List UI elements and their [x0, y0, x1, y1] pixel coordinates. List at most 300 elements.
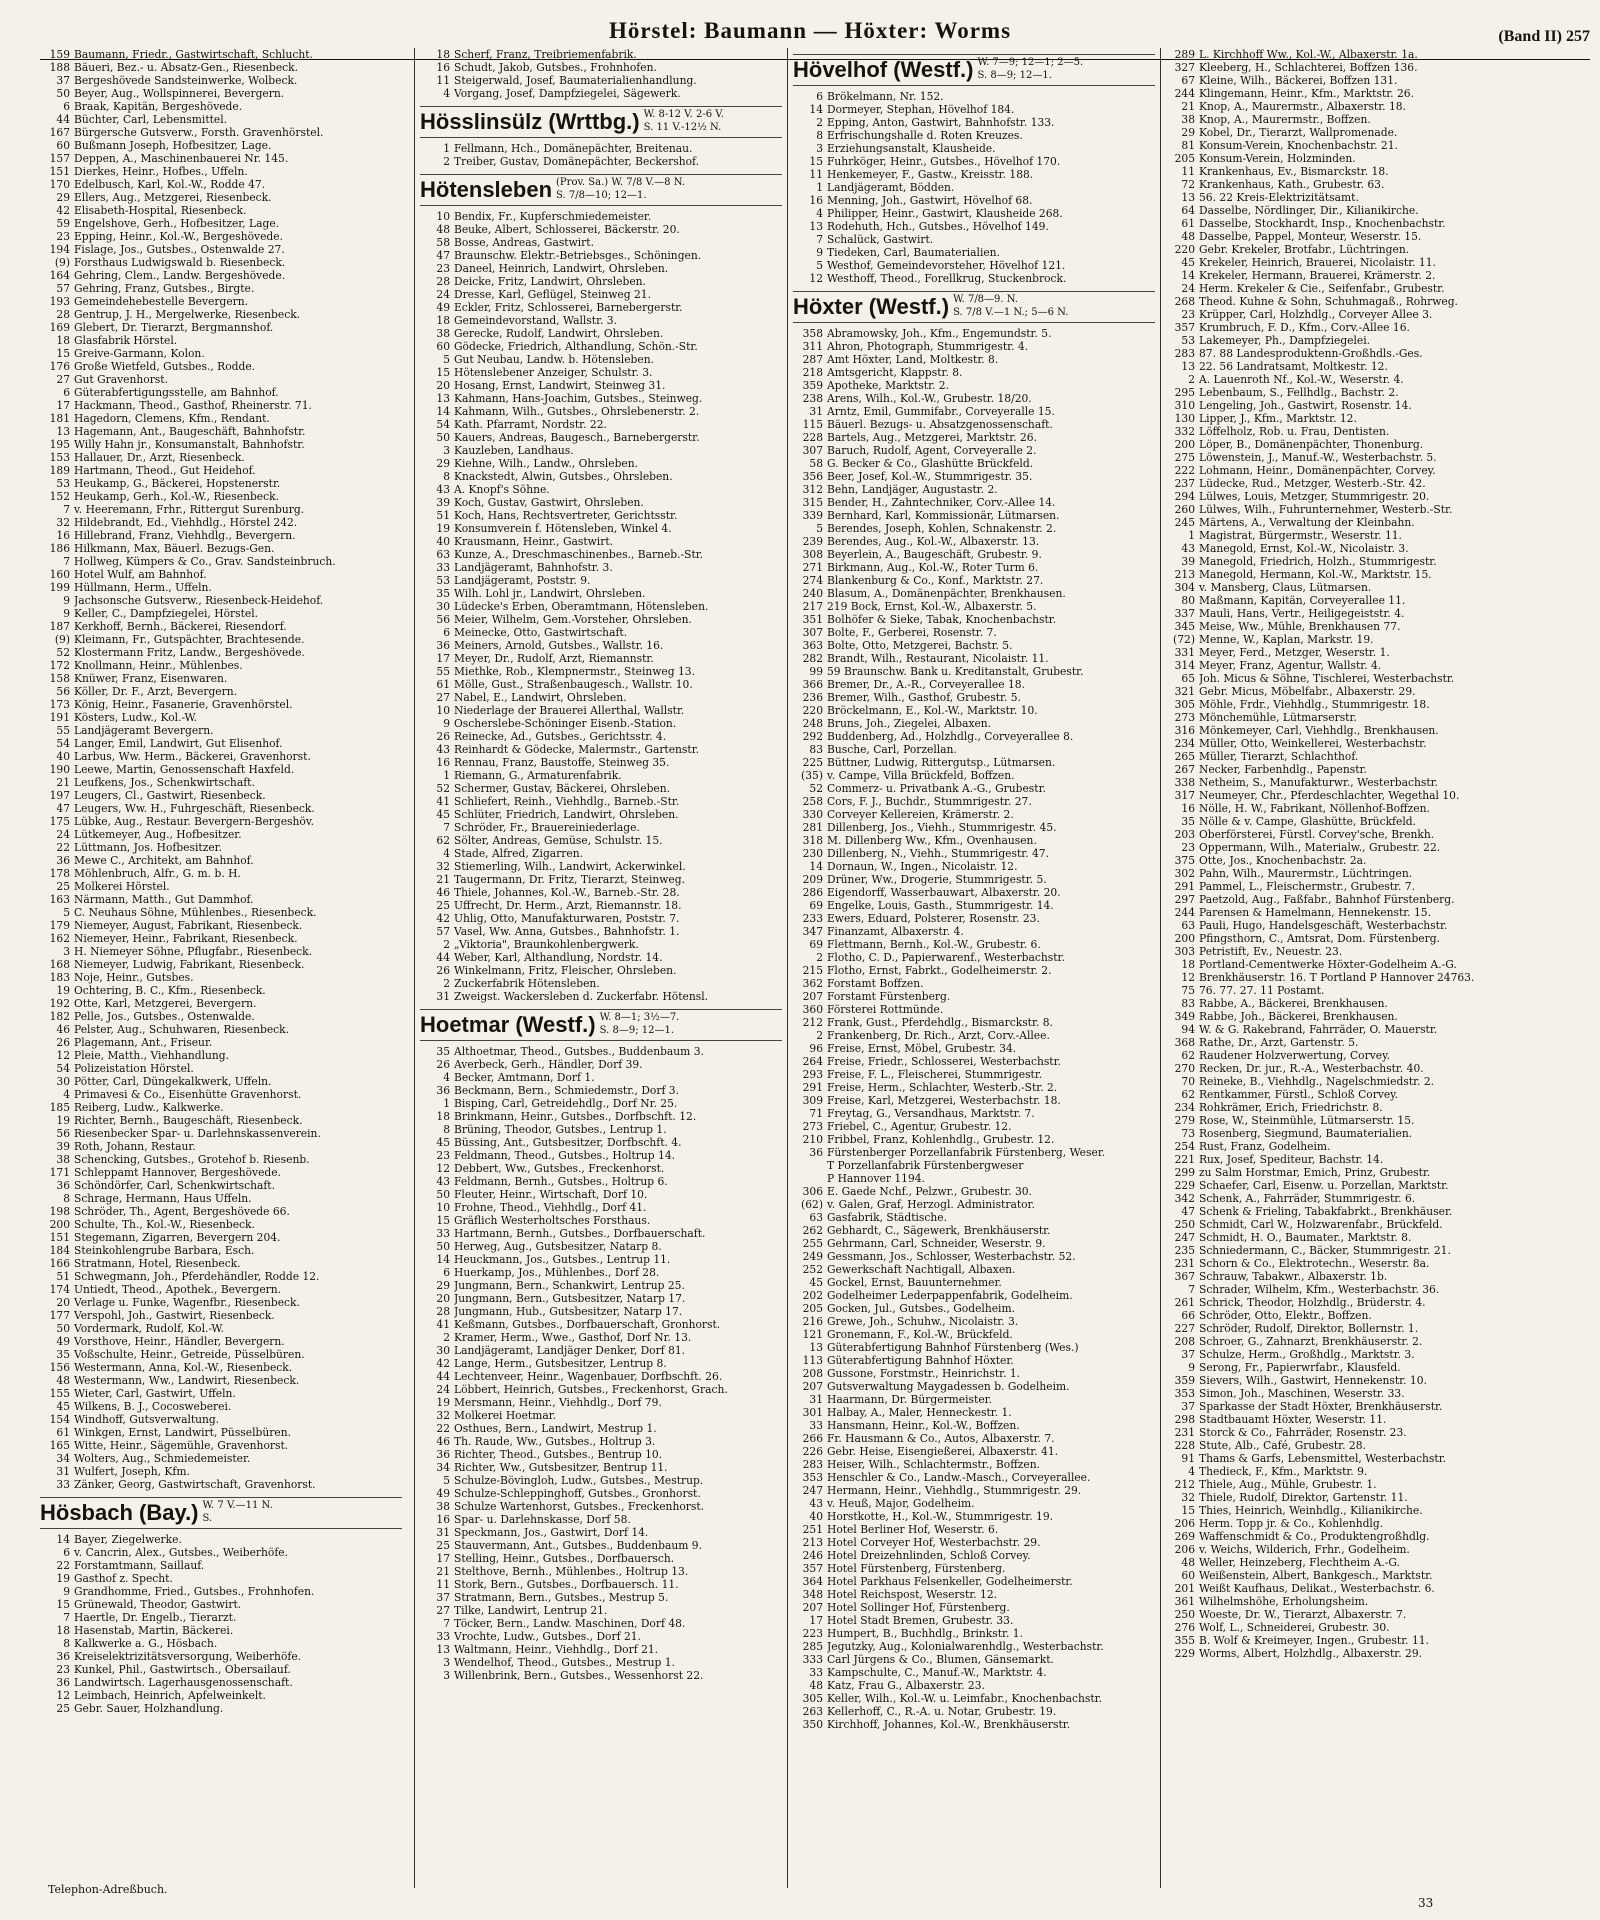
directory-entry	[1165, 607, 1595, 620]
subscriber-text: A. Lauenroth Nf., Kol.-W., Weserstr. 4.	[1199, 373, 1404, 386]
phone-number: 45	[809, 1276, 823, 1289]
directory-entry	[420, 756, 782, 769]
directory-entry	[793, 1653, 1155, 1666]
phone-number: 321	[1174, 685, 1195, 698]
subscriber-text: Hotel Parkhaus Felsenkeller, Godelheimerstr.	[827, 1575, 1073, 1588]
subscriber-text: Hallauer, Dr., Arzt, Riesenbeck.	[74, 451, 245, 464]
directory-entry	[1165, 1023, 1595, 1036]
directory-entry	[793, 155, 1155, 168]
subscriber-text: Niemeyer, Ludwig, Fabrikant, Riesenbeck.	[74, 958, 305, 971]
phone-number: 30	[56, 1075, 70, 1088]
directory-entry	[1165, 373, 1595, 386]
subscriber-text: Knollmann, Heinr., Mühlenbes.	[74, 659, 243, 672]
subscriber-text: Schorn & Co., Elektrotechn., Weserstr. 8a.	[1199, 1257, 1430, 1270]
subscriber-text: Baumann, Friedr., Gastwirtschaft, Schlucht.	[74, 48, 313, 61]
directory-entry	[40, 607, 402, 620]
phone-number: 23	[56, 230, 70, 243]
subscriber-text: Epping, Heinr., Kol.-W., Bergeshövede.	[74, 230, 283, 243]
subscriber-text: Schulze-Bövingloh, Ludw., Gutsbes., Mestrup.	[454, 1474, 704, 1487]
directory-entry	[793, 181, 1155, 194]
phone-number: 33	[809, 1666, 823, 1679]
phone-number: 62	[436, 834, 450, 847]
directory-entry	[1165, 1101, 1595, 1114]
directory-entry	[420, 392, 782, 405]
subscriber-text: Manegold, Friedrich, Holzh., Stummrigestr.	[1199, 555, 1437, 568]
directory-entry	[420, 1357, 782, 1370]
phone-number: 240	[802, 587, 823, 600]
directory-entry	[1165, 763, 1595, 776]
directory-entry	[40, 1598, 402, 1611]
subscriber-text: Hotel Berliner Hof, Weserstr. 6.	[827, 1523, 999, 1536]
phone-number: 64	[1181, 204, 1195, 217]
subscriber-text: Roth, Johann, Restaur.	[74, 1140, 196, 1153]
directory-entry	[1165, 1218, 1595, 1231]
phone-number: 295	[1174, 386, 1195, 399]
phone-number: 2	[443, 977, 450, 990]
directory-entry	[420, 496, 782, 509]
subscriber-text: Menne, W., Kaplan, Markstr. 19.	[1199, 633, 1374, 646]
subscriber-text: Waltmann, Heinr., Viehhdlg., Dorf 21.	[454, 1643, 659, 1656]
phone-number: 47	[436, 249, 450, 262]
subscriber-text: Forstamt Fürstenberg.	[827, 990, 951, 1003]
phone-number: 19	[56, 1114, 70, 1127]
subscriber-text: Wilhelmshöhe, Erholungsheim.	[1199, 1595, 1369, 1608]
phone-number: 6	[443, 626, 450, 639]
phone-number: 54	[56, 737, 70, 750]
subscriber-text: Schulze Wartenhorst, Gutsbes., Freckenhorst.	[454, 1500, 705, 1513]
directory-entry	[420, 808, 782, 821]
phone-number: 36	[56, 854, 70, 867]
subscriber-text: Lülwes, Wilh., Fuhrunternehmer, Westerb.-Str.	[1199, 503, 1453, 516]
subscriber-text: Dasselbe, Stockhardt, Insp., Knochenbachstr.	[1199, 217, 1446, 230]
phone-number: 23	[436, 1149, 450, 1162]
phone-number: 164	[49, 269, 70, 282]
phone-number: 33	[809, 1419, 823, 1432]
phone-number: 38	[1181, 113, 1195, 126]
directory-entry	[793, 431, 1155, 444]
phone-number: 51	[56, 1270, 70, 1283]
subscriber-text: Krekeler, Heinrich, Brauerei, Nicolaistr. 11.	[1199, 256, 1436, 269]
directory-entry	[420, 1084, 782, 1097]
subscriber-text: Windhoff, Gutsverwaltung.	[74, 1413, 220, 1426]
column-divider	[414, 48, 415, 1888]
subscriber-text: Heiser, Wilh., Schlachtermstr., Boffzen.	[827, 1458, 1041, 1471]
phone-number: 156	[49, 1361, 70, 1374]
phone-number: 29	[436, 1279, 450, 1292]
phone-number: 188	[49, 61, 70, 74]
subscriber-text: Klostermann Fritz, Landw., Bergeshövede.	[74, 646, 305, 659]
subscriber-text: Busche, Carl, Porzellan.	[827, 743, 957, 756]
directory-entry	[40, 867, 402, 880]
subscriber-text: Erziehungsanstalt, Klausheide.	[827, 142, 996, 155]
subscriber-text: Schwegmann, Joh., Pferdehändler, Rodde 12.	[74, 1270, 320, 1283]
phone-number: 8	[443, 470, 450, 483]
subscriber-text: Stratmann, Hotel, Riesenbeck.	[74, 1257, 241, 1270]
phone-number: 157	[49, 152, 70, 165]
phone-number: 50	[436, 431, 450, 444]
directory-entry	[793, 1289, 1155, 1302]
phone-number: 49	[436, 301, 450, 314]
subscriber-text: Engelke, Louis, Gasth., Stummrigestr. 14.	[827, 899, 1054, 912]
phone-number: 24	[56, 828, 70, 841]
phone-number: 367	[1174, 1270, 1195, 1283]
directory-entry	[793, 535, 1155, 548]
subscriber-text: Bolhöfer & Sieke, Tabak, Knochenbachstr.	[827, 613, 1057, 626]
subscriber-text: Kiehne, Wilh., Landw., Ohrsleben.	[454, 457, 639, 470]
directory-entry	[40, 308, 402, 321]
phone-number: 42	[436, 912, 450, 925]
directory-entry	[1165, 919, 1595, 932]
directory-entry	[420, 1487, 782, 1500]
phone-number: 237	[1174, 477, 1195, 490]
subscriber-text: Keller, Wilh., Kol.-W. u. Leimfabr., Knochenbachstr.	[827, 1692, 1103, 1705]
directory-entry	[40, 1413, 402, 1426]
subscriber-text: Dornaun, W., Ingen., Nicolaistr. 12.	[827, 860, 1018, 873]
phone-number: 7	[443, 821, 450, 834]
phone-number: 25	[436, 1539, 450, 1552]
subscriber-text: Hosang, Ernst, Landwirt, Steinweg 31.	[454, 379, 666, 392]
subscriber-text: Löper, B., Domänenpächter, Thonenburg.	[1199, 438, 1424, 451]
subscriber-text: Bremer, Dr., A.-R., Corveyerallee 18.	[827, 678, 1025, 691]
phone-number: 34	[56, 1452, 70, 1465]
subscriber-text: Große Wietfeld, Gutsbes., Rodde.	[74, 360, 256, 373]
subscriber-text: Schniedermann, C., Bäcker, Stummrigestr. 21.	[1199, 1244, 1451, 1257]
subscriber-text: Mersmann, Heinr., Viehhdlg., Dorf 79.	[454, 1396, 662, 1409]
subscriber-text: 59 Braunschw. Bank u. Kreditanstalt, Grubestr.	[827, 665, 1084, 678]
phone-number: 48	[56, 1374, 70, 1387]
directory-entry	[420, 925, 782, 938]
phone-number: 30	[436, 600, 450, 613]
subscriber-text: Menning, Joh., Gastwirt, Hövelhof 68.	[827, 194, 1033, 207]
directory-entry	[1165, 113, 1595, 126]
directory-entry	[420, 340, 782, 353]
directory-entry	[420, 639, 782, 652]
phone-number: 36	[436, 1448, 450, 1461]
subscriber-text: Reinecke, Ad., Gutsbes., Gerichtsstr. 4.	[454, 730, 667, 743]
phone-number: 231	[1174, 1426, 1195, 1439]
directory-entry	[793, 194, 1155, 207]
subscriber-text: Jachsonsche Gutsverw., Riesenbeck-Heidehof.	[74, 594, 324, 607]
subscriber-text: Fleuter, Heinr., Wirtschaft, Dorf 10.	[454, 1188, 648, 1201]
directory-entry	[1165, 1569, 1595, 1582]
subscriber-text: Lengeling, Joh., Gastwirt, Rosenstr. 14.	[1199, 399, 1412, 412]
directory-entry	[420, 61, 782, 74]
place-heading	[420, 1009, 782, 1041]
subscriber-text: Feldmann, Bernh., Gutsbes., Holtrup 6.	[454, 1175, 668, 1188]
subscriber-text: Oberförsterei, Fürstl. Corvey'sche, Brenkh.	[1199, 828, 1435, 841]
directory-entry	[420, 509, 782, 522]
subscriber-text: Finanzamt, Albaxerstr. 4.	[827, 925, 964, 938]
directory-entry	[420, 548, 782, 561]
subscriber-text: Bisping, Carl, Getreidehdlg., Dorf Nr. 25.	[454, 1097, 678, 1110]
directory-entry	[40, 1400, 402, 1413]
directory-entry	[40, 1624, 402, 1637]
directory-entry	[420, 977, 782, 990]
subscriber-text: Lüdecke's Erben, Oberamtmann, Hötensleben.	[454, 600, 709, 613]
phone-number: 1	[1188, 529, 1195, 542]
subscriber-text: Horstkotte, H., Kol.-W., Stummrigestr. 19.	[827, 1510, 1054, 1523]
phone-number: 60	[436, 340, 450, 353]
subscriber-text: Gehring, Franz, Gutsbes., Birgte.	[74, 282, 255, 295]
directory-entry	[40, 1572, 402, 1585]
directory-entry	[793, 1705, 1155, 1718]
directory-entry	[40, 1637, 402, 1650]
subscriber-text: Ellers, Aug., Metzgerei, Riesenbeck.	[74, 191, 272, 204]
phone-number: 348	[802, 1588, 823, 1601]
phone-number: 229	[1174, 1647, 1195, 1660]
phone-number: 264	[802, 1055, 823, 1068]
phone-number: 18	[56, 1624, 70, 1637]
directory-entry	[1165, 1556, 1595, 1569]
subscriber-text: Bolte, F., Gerberei, Rosenstr. 7.	[827, 626, 997, 639]
directory-entry	[793, 782, 1155, 795]
directory-entry	[420, 522, 782, 535]
phone-number: 57	[436, 925, 450, 938]
subscriber-text: Löffelholz, Rob. u. Frau, Dentisten.	[1199, 425, 1390, 438]
directory-entry	[1165, 1621, 1595, 1634]
phone-number: 3	[443, 1669, 450, 1682]
directory-entry	[1165, 958, 1595, 971]
phone-number: 2	[816, 951, 823, 964]
subscriber-text: Birkmann, Aug., Kol.-W., Roter Turm 6.	[827, 561, 1039, 574]
subscriber-text: Konsum-Verein, Holzminden.	[1199, 152, 1356, 165]
phone-number: 223	[802, 1627, 823, 1640]
directory-entry	[1165, 633, 1595, 646]
directory-entry	[40, 893, 402, 906]
phone-number: 265	[1174, 750, 1195, 763]
subscriber-text: Hotel Stadt Bremen, Grubestr. 33.	[827, 1614, 1014, 1627]
directory-entry	[793, 938, 1155, 951]
phone-number: 15	[56, 1598, 70, 1611]
phone-number: 18	[436, 314, 450, 327]
phone-number: 17	[56, 399, 70, 412]
phone-number: 271	[802, 561, 823, 574]
directory-entry	[420, 938, 782, 951]
subscriber-text: Dillenberg, N., Viehh., Stummrigestr. 47.	[827, 847, 1049, 860]
directory-entry	[40, 1465, 402, 1478]
subscriber-text: Jungmann, Bern., Schankwirt, Lentrup 25.	[454, 1279, 685, 1292]
subscriber-text: Hansmann, Heinr., Kol.-W., Boffzen.	[827, 1419, 1020, 1432]
phone-number: 15	[1181, 1504, 1195, 1517]
phone-number: 215	[802, 964, 823, 977]
phone-number: 197	[49, 789, 70, 802]
phone-number: 339	[802, 509, 823, 522]
subscriber-text: Brökelmann, Nr. 152.	[827, 90, 944, 103]
directory-entry	[40, 737, 402, 750]
phone-number: 332	[1174, 425, 1195, 438]
phone-number: 58	[809, 457, 823, 470]
subscriber-text: Primavesi & Co., Eisenhütte Gravenhorst.	[74, 1088, 302, 1101]
phone-number: 228	[1174, 1439, 1195, 1452]
phone-number: 51	[436, 509, 450, 522]
subscriber-text: Westermann, Anna, Kol.-W., Riesenbeck.	[74, 1361, 293, 1374]
directory-entry	[420, 142, 782, 155]
directory-entry	[420, 249, 782, 262]
directory-entry	[1165, 828, 1595, 841]
directory-entry	[420, 483, 782, 496]
directory-entry	[40, 763, 402, 776]
phone-number: 56	[56, 685, 70, 698]
phone-number: 41	[436, 795, 450, 808]
subscriber-text: v. Campe, Villa Brückfeld, Boffzen.	[827, 769, 1015, 782]
directory-entry	[793, 1575, 1155, 1588]
directory-entry	[420, 535, 782, 548]
phone-number: 266	[802, 1432, 823, 1445]
subscriber-text: Stiemerling, Wilh., Landwirt, Ackerwinkel.	[454, 860, 686, 873]
phone-number: 250	[1174, 1218, 1195, 1231]
directory-entry	[1165, 295, 1595, 308]
directory-entry	[40, 1257, 402, 1270]
phone-number: 28	[56, 308, 70, 321]
phone-number: 163	[49, 893, 70, 906]
directory-entry	[793, 821, 1155, 834]
phone-number: 16	[436, 61, 450, 74]
subscriber-text: Bendix, Fr., Kupferschmiedemeister.	[454, 210, 652, 223]
phone-number: 18	[1181, 958, 1195, 971]
phone-number: 183	[49, 971, 70, 984]
phone-number: 151	[49, 165, 70, 178]
phone-number: 12	[56, 1689, 70, 1702]
directory-entry	[420, 1266, 782, 1279]
subscriber-text: Fr. Hausmann & Co., Autos, Albaxerstr. 7.	[827, 1432, 1055, 1445]
subscriber-text: zu Salm Horstmar, Emich, Prinz, Grubestr.	[1199, 1166, 1431, 1179]
subscriber-text: Gentrup, J. H., Mergelwerke, Riesenbeck.	[74, 308, 301, 321]
phone-number: 6	[63, 386, 70, 399]
directory-entry	[1165, 1114, 1595, 1127]
subscriber-text: Blankenburg & Co., Konf., Marktstr. 27.	[827, 574, 1044, 587]
directory-entry	[793, 1393, 1155, 1406]
directory-entry	[420, 990, 782, 1003]
subscriber-text: „Viktoria", Braunkohlenbergwerk.	[454, 938, 639, 951]
directory-entry	[1165, 399, 1595, 412]
subscriber-text: Freise, Ernst, Möbel, Grubestr. 34.	[827, 1042, 1017, 1055]
subscriber-text: v. Heeremann, Frhr., Rittergut Surenburg.	[74, 503, 305, 516]
directory-entry	[40, 594, 402, 607]
subscriber-text: Schöndörfer, Carl, Schenkwirtschaft.	[74, 1179, 275, 1192]
directory-entry	[40, 1140, 402, 1153]
subscriber-text: Henkemeyer, F., Gastw., Kreisstr. 188.	[827, 168, 1034, 181]
directory-entry	[420, 1123, 782, 1136]
phone-number: 115	[802, 418, 823, 431]
subscriber-text: Koch, Hans, Rechtsvertreter, Gerichtsstr.	[454, 509, 678, 522]
phone-number: 61	[1181, 217, 1195, 230]
directory-entry	[420, 1591, 782, 1604]
phone-number: 20	[436, 1292, 450, 1305]
phone-number: 226	[802, 1445, 823, 1458]
column-2	[420, 48, 782, 1682]
subscriber-text: Tilke, Landwirt, Lentrup 21.	[454, 1604, 608, 1617]
phone-number: 38	[436, 1500, 450, 1513]
directory-entry	[420, 613, 782, 626]
subscriber-text: Niemeyer, Heinr., Fabrikant, Riesenbeck.	[74, 932, 298, 945]
directory-entry	[40, 620, 402, 633]
directory-entry	[1165, 659, 1595, 672]
subscriber-text: Woeste, Dr. W., Tierarzt, Albaxerstr. 7.	[1199, 1608, 1407, 1621]
phone-number: 22	[56, 1559, 70, 1572]
phone-number: 194	[49, 243, 70, 256]
subscriber-text: Joh. Micus & Söhne, Tischlerei, Westerbachstr.	[1199, 672, 1455, 685]
directory-entry	[420, 1214, 782, 1227]
subscriber-text: Löbbert, Heinrich, Gutsbes., Freckenhorst, Grach.	[454, 1383, 728, 1396]
subscriber-text: Maßmann, Kapitän, Corveyerallee 11.	[1199, 594, 1406, 607]
directory-entry	[793, 743, 1155, 756]
phone-number: 47	[1181, 1205, 1195, 1218]
subscriber-text: Landjägeramt, Bödden.	[827, 181, 955, 194]
directory-entry	[1165, 191, 1595, 204]
office-hours: W. 7/8—9. N. S. 7/8 V.—1 N.; 5—6 N.	[953, 294, 1069, 318]
directory-entry	[793, 1120, 1155, 1133]
phone-number: 201	[1174, 1582, 1195, 1595]
directory-entry	[793, 1510, 1155, 1523]
phone-number: 80	[1181, 594, 1195, 607]
phone-number: 4	[816, 207, 823, 220]
subscriber-text: Haarmann, Dr. Bürgermeister.	[827, 1393, 992, 1406]
phone-number: 218	[802, 366, 823, 379]
phone-number: 318	[802, 834, 823, 847]
directory-entry	[793, 1250, 1155, 1263]
subscriber-text: Dierkes, Heinr., Hofbes., Uffeln.	[74, 165, 248, 178]
subscriber-text: Lübke, Aug., Restaur. Bevergern-Bergeshöv.	[74, 815, 315, 828]
footer-sheet-number: 33	[1418, 1896, 1434, 1910]
directory-entry	[420, 1097, 782, 1110]
phone-number: 205	[1174, 152, 1195, 165]
phone-number: 203	[1174, 828, 1195, 841]
subscriber-text: Bremer, Wilh., Gasthof, Grubestr. 5.	[827, 691, 1021, 704]
subscriber-text: Manegold, Ernst, Kol.-W., Nicolaistr. 3.	[1199, 542, 1409, 555]
subscriber-text: Althoetmar, Theod., Gutsbes., Buddenbaum 3.	[454, 1045, 704, 1058]
subscriber-text: Gasthof z. Specht.	[74, 1572, 173, 1585]
subscriber-text: Theod. Kuhne & Sohn, Schuhmagaß., Rohrweg.	[1199, 295, 1458, 308]
phone-number: 48	[436, 223, 450, 236]
subscriber-text: Gödecke, Friedrich, Althandlung, Schön.-Str.	[454, 340, 698, 353]
subscriber-text: Speckmann, Jos., Gastwirt, Dorf 14.	[454, 1526, 649, 1539]
subscriber-text: Brinkmann, Heinr., Gutsbes., Dorfbschft. 12.	[454, 1110, 697, 1123]
subscriber-text: Vasel, Ww. Anna, Gutsbes., Bahnhofstr. 1.	[454, 925, 680, 938]
directory-entry	[40, 126, 402, 139]
directory-entry	[420, 1656, 782, 1669]
directory-entry	[420, 769, 782, 782]
directory-entry	[1165, 1465, 1595, 1478]
directory-entry	[793, 1419, 1155, 1432]
phone-number: 37	[56, 74, 70, 87]
directory-entry	[793, 327, 1155, 340]
phone-number: 32	[436, 1409, 450, 1422]
phone-number: 207	[802, 1601, 823, 1614]
subscriber-text: Gewerkschaft Nachtigall, Albaxen.	[827, 1263, 1016, 1276]
subscriber-text: Manegold, Hermann, Kol.-W., Marktstr. 15.	[1199, 568, 1432, 581]
phone-number: 267	[1174, 763, 1195, 776]
subscriber-text: Richter, Theod., Gutsbes., Bentrup 10.	[454, 1448, 663, 1461]
subscriber-text: C. Neuhaus Söhne, Mühlenbes., Riesenbeck.	[74, 906, 317, 919]
directory-entry	[1165, 74, 1595, 87]
subscriber-text: B. Wolf & Kreimeyer, Ingen., Grubestr. 11.	[1199, 1634, 1429, 1647]
phone-number: (9)	[54, 256, 70, 269]
subscriber-text: Fribbel, Franz, Kohlenhdlg., Grubestr. 12.	[827, 1133, 1055, 1146]
directory-entry	[40, 711, 402, 724]
directory-entry	[40, 1452, 402, 1465]
phone-number: 222	[1174, 464, 1195, 477]
directory-entry	[40, 217, 402, 230]
directory-entry	[420, 1110, 782, 1123]
subscriber-text: Gehring, Clem., Landw. Bergeshövede.	[74, 269, 286, 282]
subscriber-text: Thams & Garfs, Lebensmittel, Westerbachstr.	[1199, 1452, 1447, 1465]
directory-entry	[1165, 1582, 1595, 1595]
phone-number: 26	[436, 730, 450, 743]
subscriber-text: Wilkens, B. J., Cocosweberei.	[74, 1400, 232, 1413]
directory-entry	[420, 1474, 782, 1487]
directory-entry	[1165, 1166, 1595, 1179]
subscriber-text: Oscherslebe-Schöninger Eisenb.-Station.	[454, 717, 677, 730]
